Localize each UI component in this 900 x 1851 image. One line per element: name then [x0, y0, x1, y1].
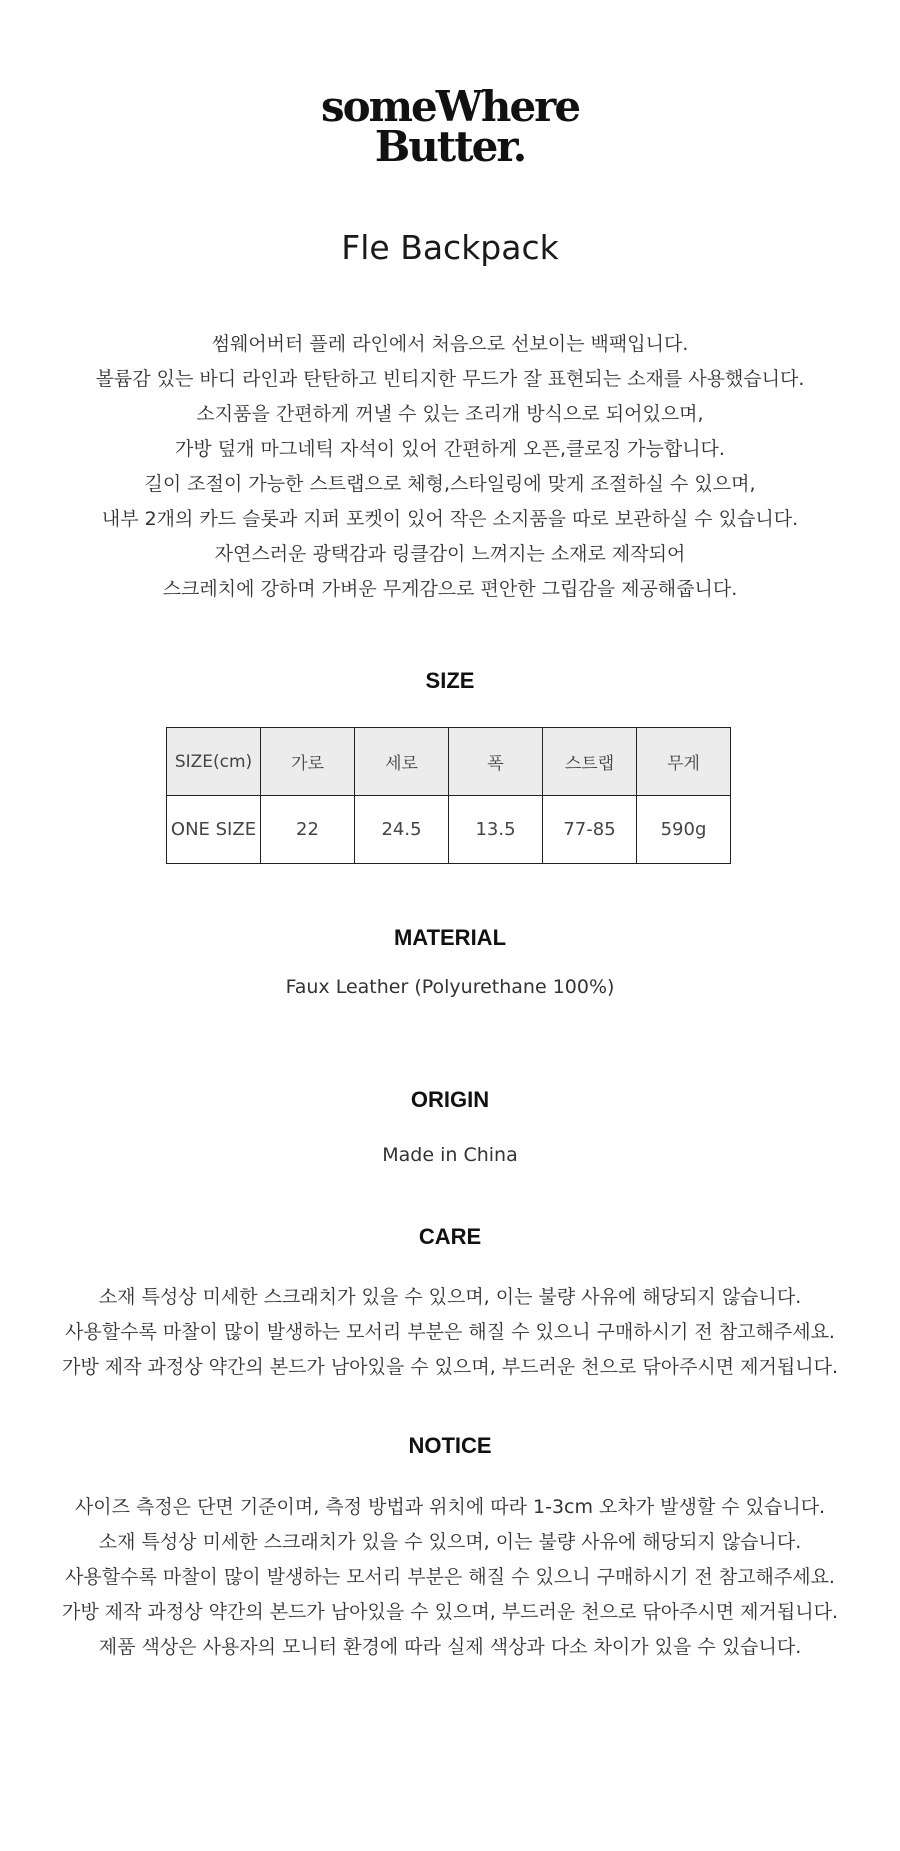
care-line: 가방 제작 과정상 약간의 본드가 남아있을 수 있으며, 부드러운 천으로 닦아주시면 제거됩니다. [62, 1356, 838, 1378]
size-value-cell: 77-85 [543, 796, 637, 864]
origin-text: Made in China [382, 1144, 518, 1166]
size-value-cell: ONE SIZE [167, 796, 261, 864]
size-header-cell: 가로 [261, 728, 355, 796]
material-heading: MATERIAL [393, 925, 507, 950]
logo-line-1: someWhere [320, 82, 580, 131]
notice-line: 소재 특성상 미세한 스크래치가 있을 수 있으며, 이는 불량 사유에 해당되지 않습니다. [98, 1531, 802, 1553]
notice-line: 사용할수록 마찰이 많이 발생하는 모서리 부분은 해질 수 있으니 구매하시기 전 참고해주세요. [65, 1566, 835, 1588]
description-line: 소지품을 간편하게 꺼낼 수 있는 조리개 방식으로 되어있으며, [196, 403, 704, 425]
origin-heading: ORIGIN [410, 1087, 490, 1112]
size-table-header-row [167, 728, 731, 796]
notice-text [0, 1490, 900, 1665]
size-table-row [167, 796, 731, 864]
description-line: 스크레치에 강하며 가벼운 무게감으로 편안한 그립감을 제공해줍니다. [162, 578, 738, 600]
notice-line: 제품 색상은 사용자의 모니터 환경에 따라 실제 색상과 다소 차이가 있을 수 있습니다. [98, 1636, 802, 1658]
size-header-cell: 폭 [449, 728, 543, 796]
description-line: 길이 조절이 가능한 스트랩으로 체형,스타일링에 맞게 조절하실 수 있으며, [144, 473, 756, 495]
description-line: 자연스러운 광택감과 링클감이 느껴지는 소재로 제작되어 [214, 543, 686, 565]
size-table [166, 727, 731, 864]
care-heading: CARE [418, 1224, 482, 1249]
size-value-cell: 13.5 [449, 796, 543, 864]
size-value-cell: 22 [261, 796, 355, 864]
notice-line: 가방 제작 과정상 약간의 본드가 남아있을 수 있으며, 부드러운 천으로 닦아주시면 제거됩니다. [62, 1601, 838, 1623]
notice-heading: NOTICE [408, 1433, 492, 1458]
size-header-cell: 세로 [355, 728, 449, 796]
notice-line: 사이즈 측정은 단면 기준이며, 측정 방법과 위치에 따라 1-3cm 오차가 발생할 수 있습니다. [74, 1496, 826, 1518]
care-line: 사용할수록 마찰이 많이 발생하는 모서리 부분은 해질 수 있으니 구매하시기 전 참고해주세요. [65, 1321, 835, 1343]
product-title: Fle Backpack [341, 228, 559, 267]
description-line: 썸웨어버터 플레 라인에서 처음으로 선보이는 백팩입니다. [211, 333, 689, 355]
description-line: 내부 2개의 카드 슬롯과 지퍼 포켓이 있어 작은 소지품을 따로 보관하실 수 있습니다. [101, 508, 799, 530]
size-value-cell: 590g [637, 796, 731, 864]
description-line: 가방 덮개 마그네틱 자석이 있어 간편하게 오픈,클로징 가능합니다. [175, 438, 725, 460]
logo-line-2: Butter. [374, 122, 526, 171]
size-header-cell: 스트랩 [543, 728, 637, 796]
description-line: 볼륨감 있는 바디 라인과 탄탄하고 빈티지한 무드가 잘 표현되는 소재를 사용했습니다. [95, 368, 805, 390]
size-heading: SIZE [425, 668, 475, 693]
care-line: 소재 특성상 미세한 스크래치가 있을 수 있으며, 이는 불량 사유에 해당되지 않습니다. [98, 1286, 802, 1308]
product-description [0, 327, 900, 607]
brand-logo [0, 82, 900, 171]
material-text: Faux Leather (Polyurethane 100%) [285, 976, 615, 998]
size-header-cell: SIZE(cm) [167, 728, 261, 796]
care-text [0, 1280, 900, 1385]
size-header-cell: 무게 [637, 728, 731, 796]
size-value-cell: 24.5 [355, 796, 449, 864]
